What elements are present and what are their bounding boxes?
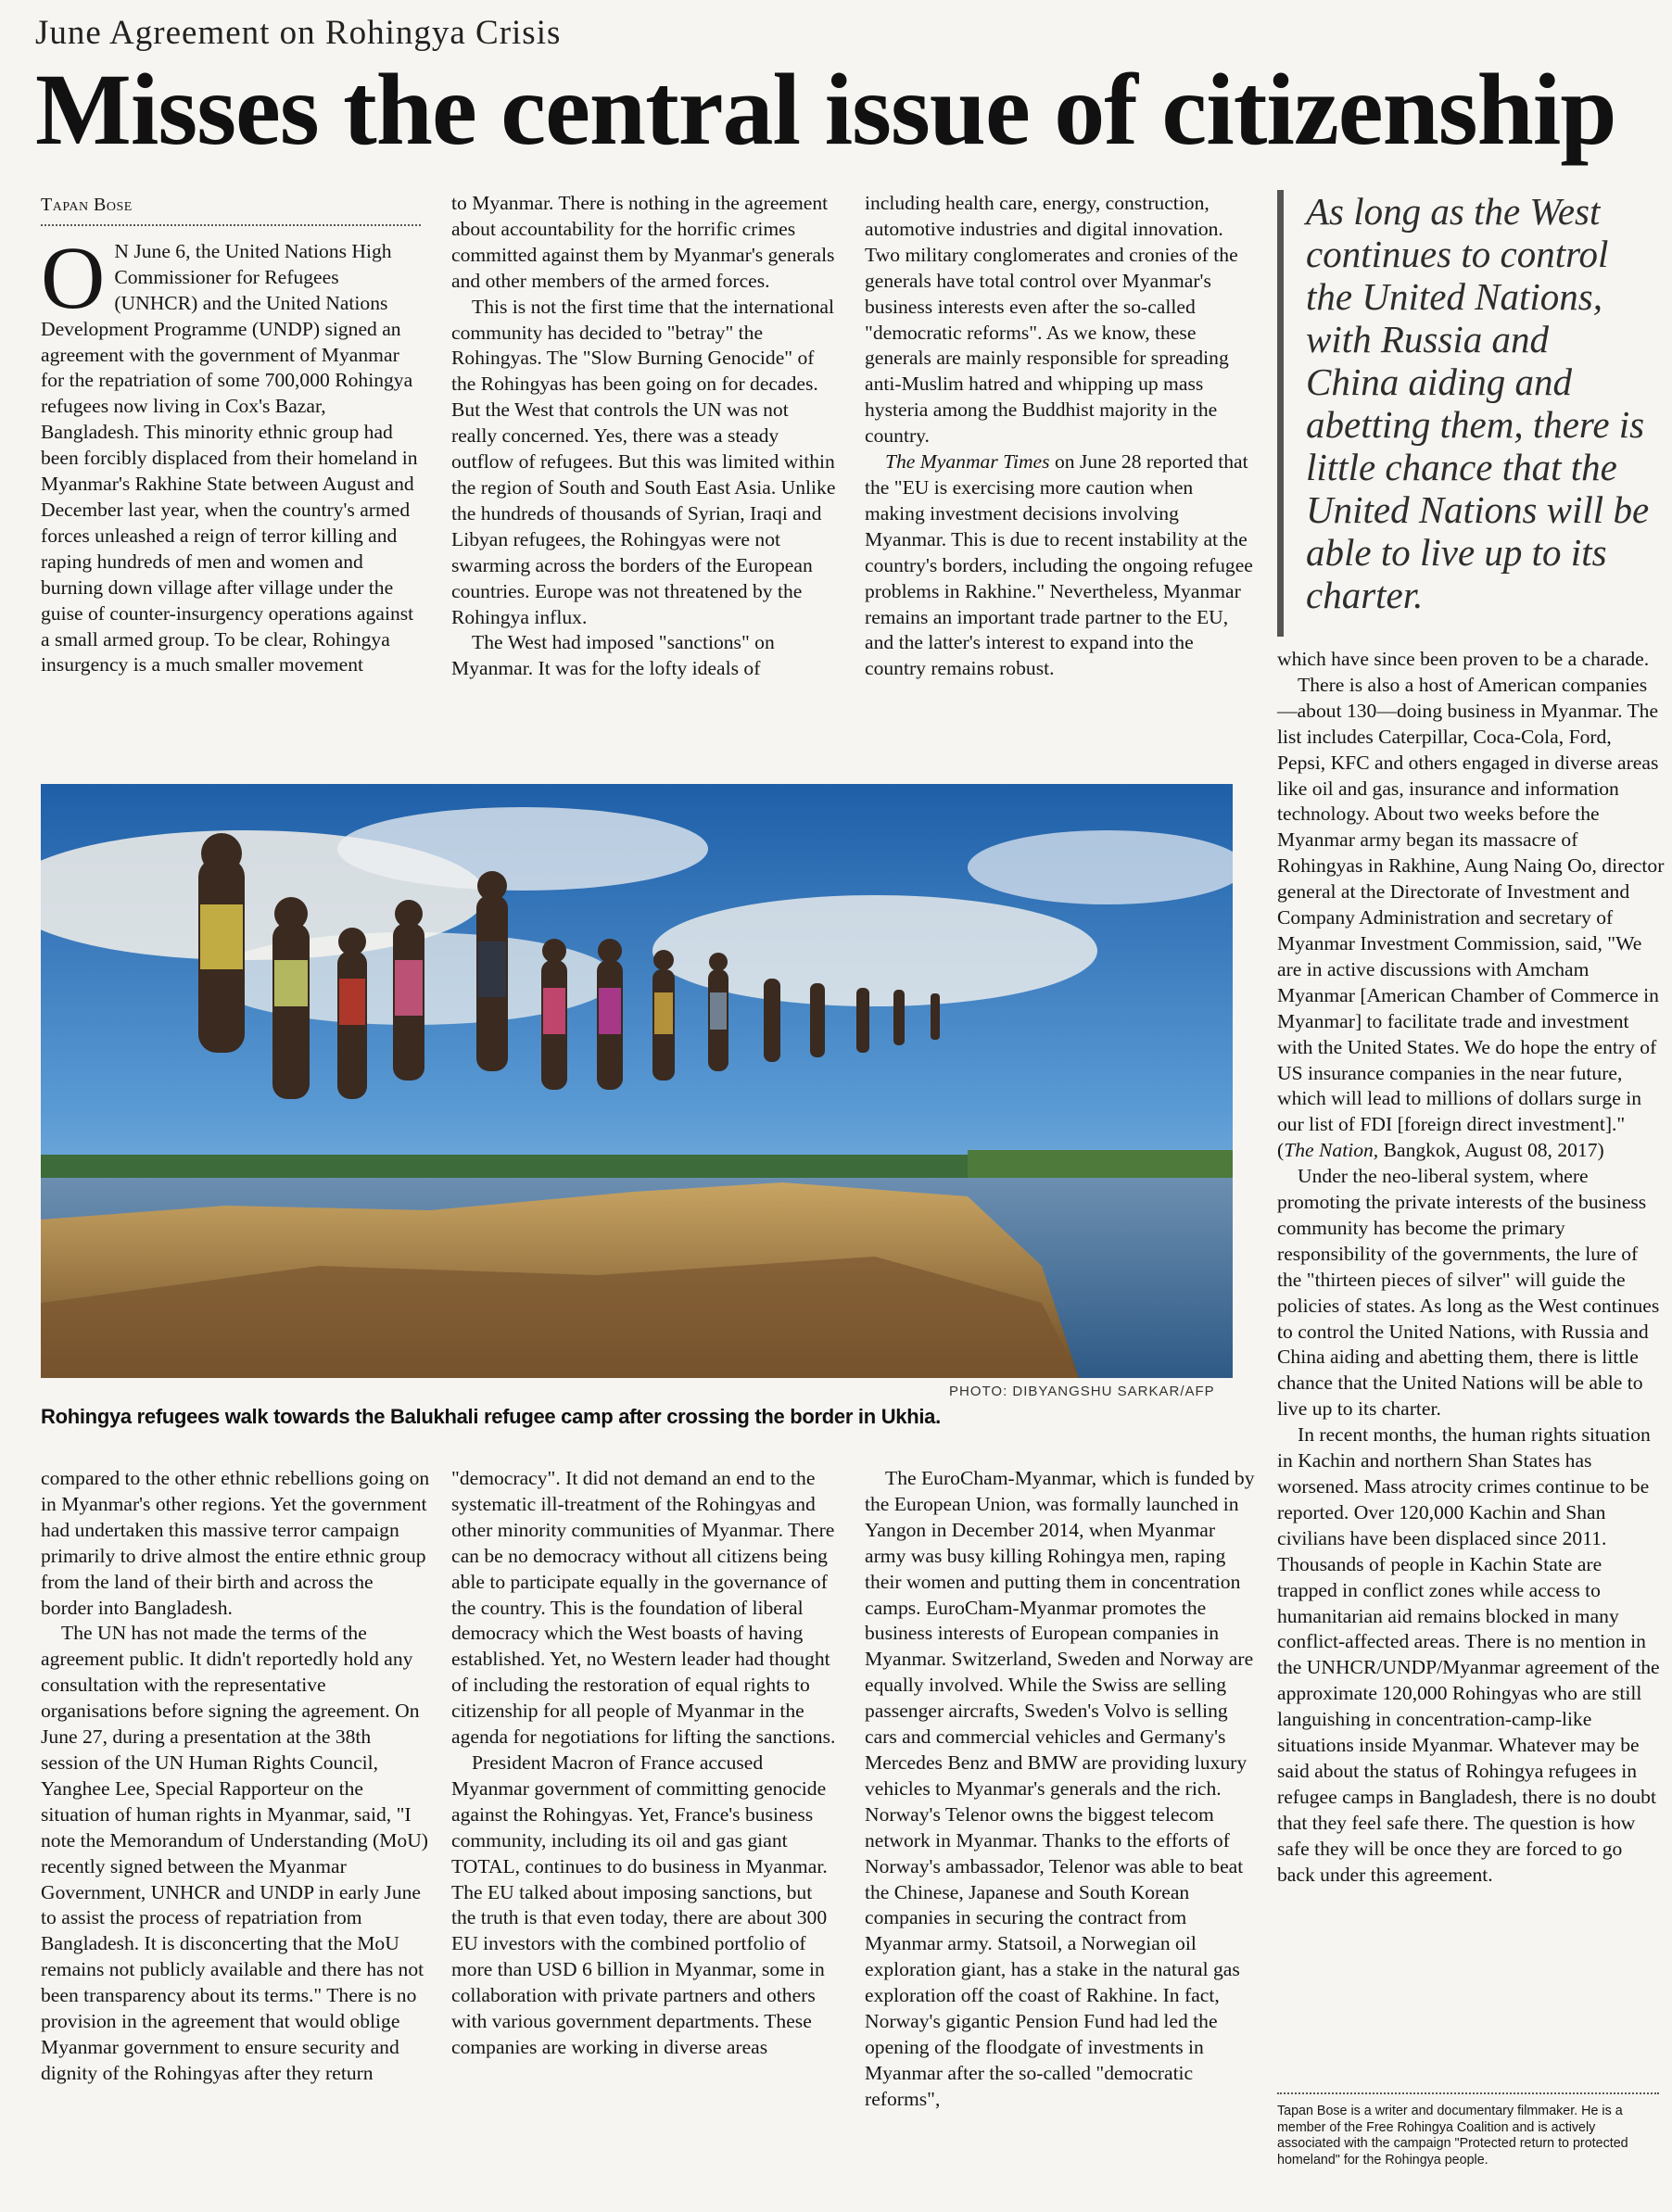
paragraph: Under the neo-liberal system, where promoting the private interests of the business community has become the primary responsibility of the governments, the lure of the "thirteen pieces of silver" will guide the policies of states. As long as the West continues to control the United Nations, with Russia and China aiding and abetting them, there is little chance that the United Nations will be able to live up to its charter.	[1277, 1165, 1660, 1421]
paragraph: The West had imposed "sanctions" on Myanmar. It was for the lofty ideals of	[451, 631, 775, 680]
paragraph: The UN has not made the terms of the agreement public. It didn't reportedly hold any consultation with the representative organisations before signing the agreement. On June 27, during a presentation at the 38th session of the UN Human Rights Council, Yanghee Lee, Special Rapporteur on the situation of human rights in Myanmar, said, "I note the Memorandum of Understanding (MoU) recently signed between the Myanmar Government, UNHCR and UNDP in early June to assist the process of repatriation from Bangladesh. It is disconcerting that the MoU remains not publicly available and there has not been transparency about its terms." There is no provision in the agreement that would oblige Myanmar government to ensure security and dignity of the Rohingyas after they return	[41, 1622, 428, 2084]
headline: Misses the central issue of citizenship	[35, 53, 1616, 166]
drop-cap: O	[41, 227, 106, 327]
photo-caption: Rohingya refugees walk towards the Balukhali refugee camp after crossing the border in Ukhia.	[41, 1405, 941, 1428]
byline: Tapan Bose	[41, 193, 421, 226]
pull-quote: As long as the West continues to control the United Nations, with Russia and China aiding and abetting them, there is little chance that the United Nations will be able to live up to its charter.	[1277, 190, 1650, 637]
column-2-top	[451, 191, 837, 682]
photo-illustration	[41, 784, 1233, 1378]
kicker: June Agreement on Rohingya Crisis	[35, 14, 562, 52]
column-2-bottom	[451, 1466, 841, 2061]
column-1-bottom	[41, 1466, 430, 2087]
author-bio: Tapan Bose is a writer and documentary filmmaker. He is a member of the Free Rohingya Coalition and is actively associated with the campaign "Protected return to protected homeland" for the Rohingya people.	[1277, 2092, 1659, 2168]
paragraph: The EuroCham-Myanmar, which is funded by the European Union, was formally launched in Yangon in December 2014, when Myanmar army was busy killing Rohingya men, raping their women and putting them in concentration camps. EuroCham-Myanmar promotes the business interests of European companies in Myanmar. Switzerland, Sweden and Norway are equally involved. While the Swiss are selling passenger aircrafts, Sweden's Volvo is selling cars and commercial vehicles and Germany's Mercedes Benz and BMW are providing luxury vehicles to Myanmar's generals and the rich. Norway's Telenor owns the biggest telecom network in Myanmar. Thanks to the efforts of Norway's ambassador, Telenor was able to beat the Chinese, Japanese and South Korean companies in securing the contract from Myanmar army. Statsoil, a Norwegian oil exploration giant, has a stake in the natural gas exploration off the coast of Rakhine. In fact, Norway's gigantic Pension Fund had led the opening of the floodgate of investments in Myanmar after the so-called "democratic reforms",	[865, 1467, 1255, 2110]
paragraph: This is not the first time that the international community has decided to "betray" the Rohingyas. The "Slow Burning Genocide" of the Rohingyas has been going on for decades. But the West that controls the UN was not really concerned. Yes, there was a steady outflow of refugees. But this was limited within the region of South and South East Asia. Unlike the hundreds of thousands of Syrian, Iraqi and Libyan refugees, the Rohingyas were not swarming across the borders of the European countries. Europe was not threatened by the Rohingya influx.	[451, 295, 836, 628]
column-4	[1277, 647, 1665, 1889]
column-1-top	[41, 193, 421, 678]
paragraph: There is also a host of American companies—about 130—doing business in Myanmar. The list includes Caterpillar, Coca-Cola, Ford, Pepsi, KFC and others engaged in diverse areas like oil and gas, insurance and information technology. About two weeks before the Myanmar army began its massacre of Rohingyas in Rakhine, Aung Naing Oo, director general at the Directorate of Investment and Company Administration and secretary of Myanmar Investment Commission, said, "We are in active discussions with Amcham Myanmar [American Chamber of Commerce in Myanmar] to facilitate trade and investment with the United States. We do hope the entry of US insurance companies in the near future, which will lead to millions of dollars surge in our list of FDI [foreign direct investment]." (The Nation, Bangkok, August 08, 2017)	[1277, 673, 1665, 1162]
paragraph: "democracy". It did not demand an end to the systematic ill-treatment of the Rohingyas and other minority communities of Myanmar. There can be no democracy without all citizens being able to participate equally in the governance of the country. This is the foundation of liberal democracy which the West boasts of having established. Yet, no Western leader had thought of including the restoration of equal rights to citizenship for all people of Myanmar in the agenda for negotiations for lifting the sanctions.	[451, 1467, 836, 1749]
paragraph: to Myanmar. There is nothing in the agreement about accountability for the horrific crimes committed against them by Myanmar's generals and other members of the armed forces.	[451, 192, 835, 292]
paragraph: The Myanmar Times on June 28 reported that the "EU is exercising more caution when making investment decisions involving Myanmar. This is due to recent instability at the country's borders, including the ongoing refugee problems in Rakhine." Nevertheless, Myanmar remains an important trade partner to the EU, and the latter's interest to expand into the country remains robust.	[865, 450, 1253, 680]
paragraph: In recent months, the human rights situation in Kachin and northern Shan States has worsened. Mass atrocity crimes continue to be reported. Over 120,000 Kachin and Shan civilians have been displaced since 2011. Thousands of people in Kachin State are trapped in conflict zones while access to humanitarian aid remains blocked in many conflict-affected areas. There is no mention in the UNHCR/UNDP/Myanmar agreement of the approximate 120,000 Rohingyas who are still languishing in concentration-camp-like situations inside Myanmar. Whatever may be said about the status of Rohingya refugees in refugee camps in Bangladesh, there is no doubt that they feel safe there. The question is how safe they will be once they are forced to go back under this agreement.	[1277, 1423, 1660, 1886]
paragraph: including health care, energy, construction, automotive industries and digital innovation. Two military conglomerates and cronies of the generals have total control over Myanmar's business interests even after the so-called "democratic reforms". As we know, these generals are mainly responsible for spreading anti-Muslim hatred and whipping up mass hysteria among the Buddhist majority in the country.	[865, 192, 1238, 448]
refugees-photo	[41, 784, 1233, 1378]
paragraph: O N June 6, the United Nations High Commissioner for Refugees (UNHCR) and the United Nations Development Programme (UNDP) signed an agreement with the government of Myanmar for the repatriation of some 700,000 Rohingya refugees now living in Cox's Bazar, Bangladesh. This minority ethnic group had been forcibly displaced from their homeland in Myanmar's Rakhine State between August and December last year, when the country's armed forces unleashed a reign of terror killing and raping hundreds of men and women and burning down village after village under the guise of counter-insurgency operations against a small armed group. To be clear, Rohingya insurgency is a much smaller movement	[41, 227, 418, 676]
paragraph: which have since been proven to be a charade.	[1277, 648, 1650, 670]
column-3-top	[865, 191, 1254, 682]
photo-credit: PHOTO: DIBYANGSHU SARKAR/AFP	[949, 1384, 1215, 1399]
paragraph: President Macron of France accused Myanmar government of committing genocide against the Rohingyas. Yet, France's business community, including its oil and gas giant TOTAL, continues to do business in Myanmar. The EU talked about imposing sanctions, but the truth is that even today, there are about 300 EU investors with the combined portfolio of more than USD 6 billion in Myanmar, some in collaboration with private partners and others with various government departments. These companies are working in diverse areas	[451, 1751, 828, 2058]
paragraph: compared to the other ethnic rebellions going on in Myanmar's other regions. Yet the government had undertaken this massive terror campaign primarily to drive almost the entire ethnic group from the land of their birth and across the border into Bangladesh.	[41, 1467, 430, 1619]
column-3-bottom	[865, 1466, 1258, 2113]
